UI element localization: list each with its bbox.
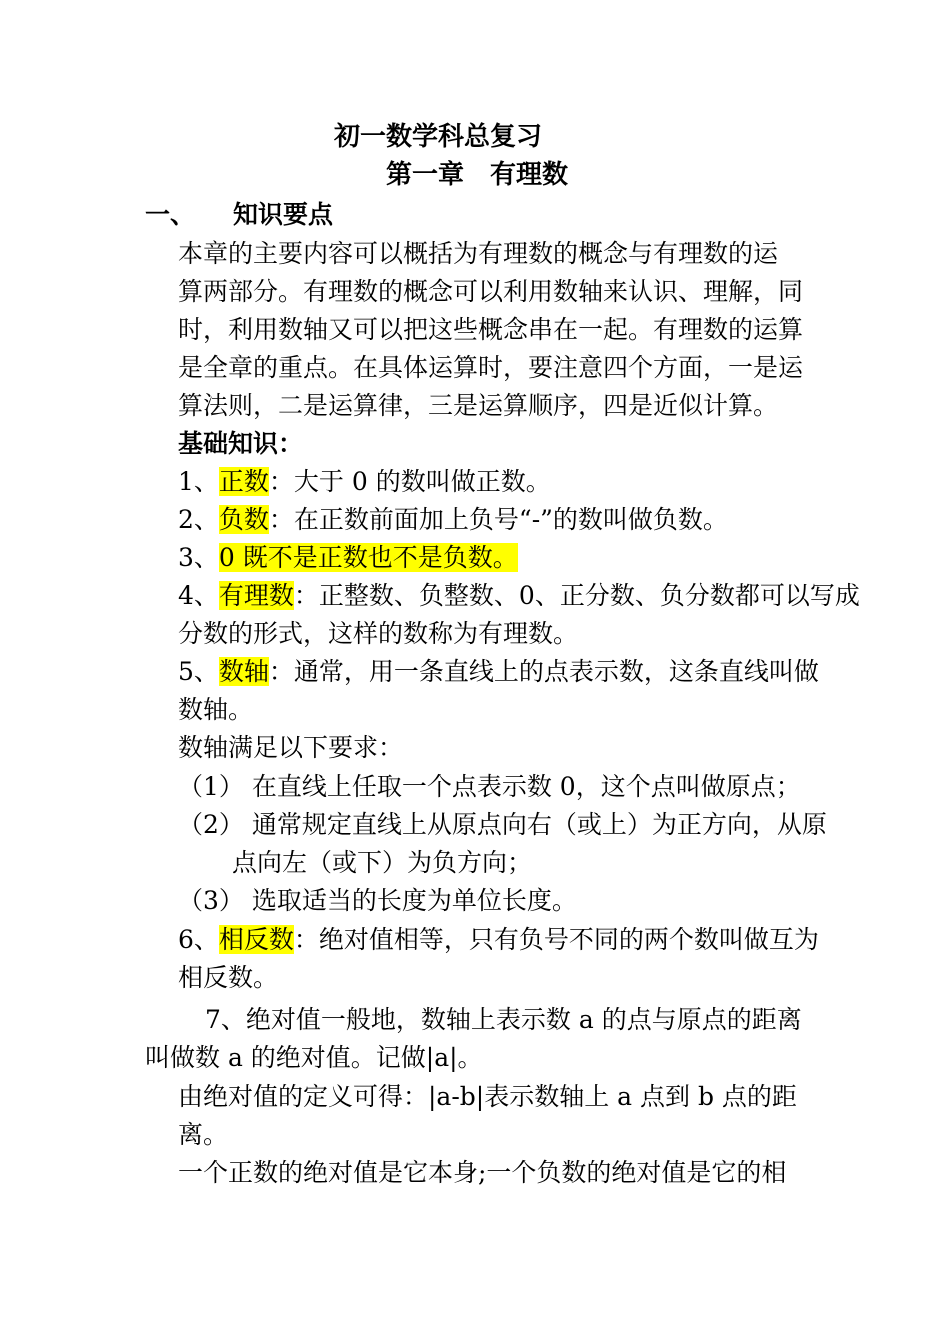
item-5-continued: 数轴。	[178, 695, 254, 724]
term-highlight: 正数	[218, 467, 269, 496]
axis-requirements-intro: 数轴满足以下要求：	[178, 733, 404, 762]
page-title: 初一数学科总复习	[334, 122, 543, 152]
axis-requirement-1: （1） 在直线上任取一个点表示数 0，这个点叫做原点；	[178, 772, 801, 801]
abs-line-5: 一个正数的绝对值是它本身;一个负数的绝对值是它的相	[178, 1158, 787, 1187]
item-number: 1、	[178, 467, 219, 496]
intro-line-5: 算法则，二是运算律，三是运算顺序，四是近似计算。	[178, 391, 779, 420]
item-5	[178, 655, 819, 689]
term-highlight: 数轴	[218, 657, 269, 686]
axis-requirement-3: （3） 选取适当的长度为单位长度。	[178, 886, 577, 915]
item-number: 6、	[178, 925, 219, 954]
item-6	[178, 923, 819, 957]
item-number: 3、	[178, 543, 219, 572]
intro-line-1: 本章的主要内容可以概括为有理数的概念与有理数的运	[178, 239, 779, 268]
item-4	[178, 579, 860, 613]
basics-heading: 基础知识：	[178, 429, 304, 458]
axis-requirement-2: （2） 通常规定直线上从原点向右（或上）为正方向，从原	[178, 810, 827, 839]
abs-line-3: 由绝对值的定义可得：|a-b|表示数轴上 a 点到 b 点的距	[178, 1082, 797, 1111]
item-2	[178, 503, 728, 537]
term-highlight: 0 既不是正数也不是负数。	[218, 543, 518, 572]
item-text: ：大于 0 的数叫做正数。	[268, 467, 551, 496]
item-number: 2、	[178, 505, 219, 534]
item-number: 5、	[178, 657, 219, 686]
abs-line-2: 叫做数 a 的绝对值。记做|a|。	[145, 1043, 483, 1072]
item-text: ：正整数、负整数、0、正分数、负分数都可以写成	[293, 581, 860, 610]
item-number: 4、	[178, 581, 219, 610]
section-number: 一、	[145, 200, 196, 229]
abs-line-4: 离。	[178, 1120, 229, 1149]
item-3	[178, 541, 518, 575]
axis-requirement-2-continued: 点向左（或下）为负方向；	[232, 848, 533, 877]
intro-line-4: 是全章的重点。在具体运算时，要注意四个方面，一是运	[178, 353, 804, 382]
item-1	[178, 465, 551, 499]
item-text: ：在正数前面加上负号“-”的数叫做负数。	[268, 505, 728, 534]
item-6-continued: 相反数。	[178, 963, 279, 992]
term-highlight: 有理数	[218, 581, 294, 610]
intro-line-2: 算两部分。有理数的概念可以利用数轴来认识、理解，同	[178, 277, 804, 306]
item-text: ：通常，用一条直线上的点表示数，这条直线叫做	[268, 657, 819, 686]
item-4-continued: 分数的形式，这样的数称为有理数。	[178, 619, 579, 648]
term-highlight: 负数	[218, 505, 269, 534]
intro-line-3: 时，利用数轴又可以把这些概念串在一起。有理数的运算	[178, 315, 804, 344]
section-title: 知识要点	[233, 200, 334, 229]
chapter-title: 第一章 有理数	[386, 160, 569, 190]
term-highlight: 相反数	[218, 925, 294, 954]
abs-line-1: 7、绝对值一般地，数轴上表示数 a 的点与原点的距离	[205, 1005, 802, 1034]
item-text: ：绝对值相等，只有负号不同的两个数叫做互为	[293, 925, 819, 954]
